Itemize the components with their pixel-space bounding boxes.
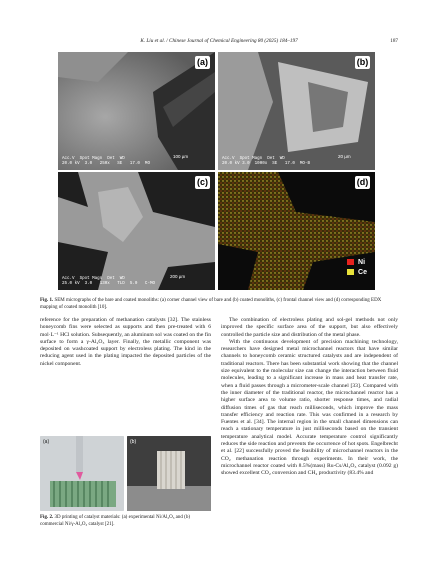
figure2-photo-a [40, 436, 124, 511]
right-paragraph-1: The combination of electroless plating and sol-gel methods not only improved the specific surface area of the support, but also effectively controlled the particle size and distribution of the metal phase. [221, 317, 398, 338]
printed-catalyst-a [40, 436, 124, 511]
scale-bar-c: 200 µm [170, 274, 186, 279]
figure2-photo-b [127, 436, 211, 511]
figure1-panel-c [58, 172, 215, 290]
figure1-panel-d [218, 172, 375, 290]
right-column [221, 317, 398, 478]
panel-label-c: (c) [197, 177, 208, 187]
running-header: K. Liu et al. / Chinese Journal of Chemical Engineering 80 (2025) 184–197 [140, 38, 298, 44]
right-paragraph-2: With the continuous development of precision machining technology, researchers have designed metal microchannel reactors that have similar channels to honeycomb ceramic structured catalysts and are independent of traditional reactors. There has been substantial work showing that the channel size equivalent to the molecular size can change the interaction between fluid molecules, leading to a significant increase in mass and heat transfer rate, when a fluid passes through a micrometer-scale channel [33]. Compared with the inner diameter of the traditional reactor, the microchannel reactor has a higher surface area to volume ratio, shorter response times, and radial diffusion times of gas that reach milliseconds, which improve the mass transfer efficiency and reaction rate. This was confirmed in a research by Fuentes et al. [34]. The internal region in the small channel dimensions can reach a stationary temperature in just milliseconds based on the transient temperature analytical model. Accurate temperature control significantly reduces the side reaction and prevents the occurrence of hot spots. Engelbrecht et al. [22] successfully proved the feasibility of microchannel reactors in the CO₂ methanation reaction through experiments. In their work, the microchannel reactor coated with 8.5%(mass) Ru-Cs/Al₂O₃ catalyst (0.092 g) showed excellent CO₂ conversion and CH₄ productivity (83.4% and [221, 338, 398, 477]
panel-label-a: (a) [197, 57, 208, 67]
page-number: 187 [390, 38, 398, 44]
scale-bar-a: 100 µm [173, 154, 189, 159]
edx-legend [347, 258, 367, 278]
scale-bar-b: 20 µm [338, 154, 351, 159]
panel-label-d: (d) [356, 177, 369, 187]
legend-item-ce [347, 268, 367, 278]
sem-image-a [58, 52, 215, 170]
legend-item-ni [347, 258, 367, 268]
left-paragraph: reference for the preparation of methanation catalysts [32]. The stainless honeycomb fins were selected as supports and then pre-treated with 6 mol·L⁻¹ HCl solution. Subsequently, an aluminum sol was coated on the fin surface to form a γ-Al₂O₃ layer. Finally, the metallic component was deposited on washcoated support by electroless plating. The kind in the reducing agent used in the plating impacted the deposited particles of the nickel component. [40, 317, 211, 367]
sem-image-c [58, 172, 215, 290]
ce-swatch [347, 269, 354, 275]
figure1-panel-b [218, 52, 375, 170]
sem-info-b: Acc.V Spot Magn Det WD 20.0 kV 3.0 1000x SE 17.0 MO-B [222, 157, 310, 166]
sem-info-c: Acc.V Spot Magn Det WD 25.0 kV 3.0 130x TLD 5.0 C-MO [62, 277, 155, 286]
figure2-caption-text: 3D printing of catalyst materials: (a) experimental Ni/Al₂O₃ and (b) commercial Ni/γ-Al₂O₃ catalyst [21]. [40, 515, 190, 527]
printed-catalyst-b [127, 436, 211, 511]
ni-swatch [347, 259, 354, 265]
figure1-caption-text: SEM micrographs of the bare and coated monoliths: (a) corner channel view of bare and (b) coated monoliths, (c) frontal channel view and (d) corresponding EDX mapping of coated monolith [10]. [40, 298, 382, 310]
panel-label-b: (b) [356, 57, 369, 67]
figure1-caption-label: Fig. 1. [40, 298, 54, 303]
left-column [40, 317, 211, 368]
sem-image-b [218, 52, 375, 170]
photo-label-a: (a) [43, 439, 50, 445]
legend-label-ni: Ni [358, 259, 366, 266]
figure1-panel-a [58, 52, 215, 170]
sem-info-a: Acc.V Spot Magn Det WD 20.0 kV 3.0 250x SE 17.0 MO [62, 157, 150, 166]
legend-label-ce: Ce [358, 269, 367, 276]
figure2-caption-label: Fig. 2. [40, 515, 54, 520]
figure2-caption [40, 515, 211, 528]
photo-label-b: (b) [130, 439, 137, 445]
figure1-caption [40, 297, 398, 311]
